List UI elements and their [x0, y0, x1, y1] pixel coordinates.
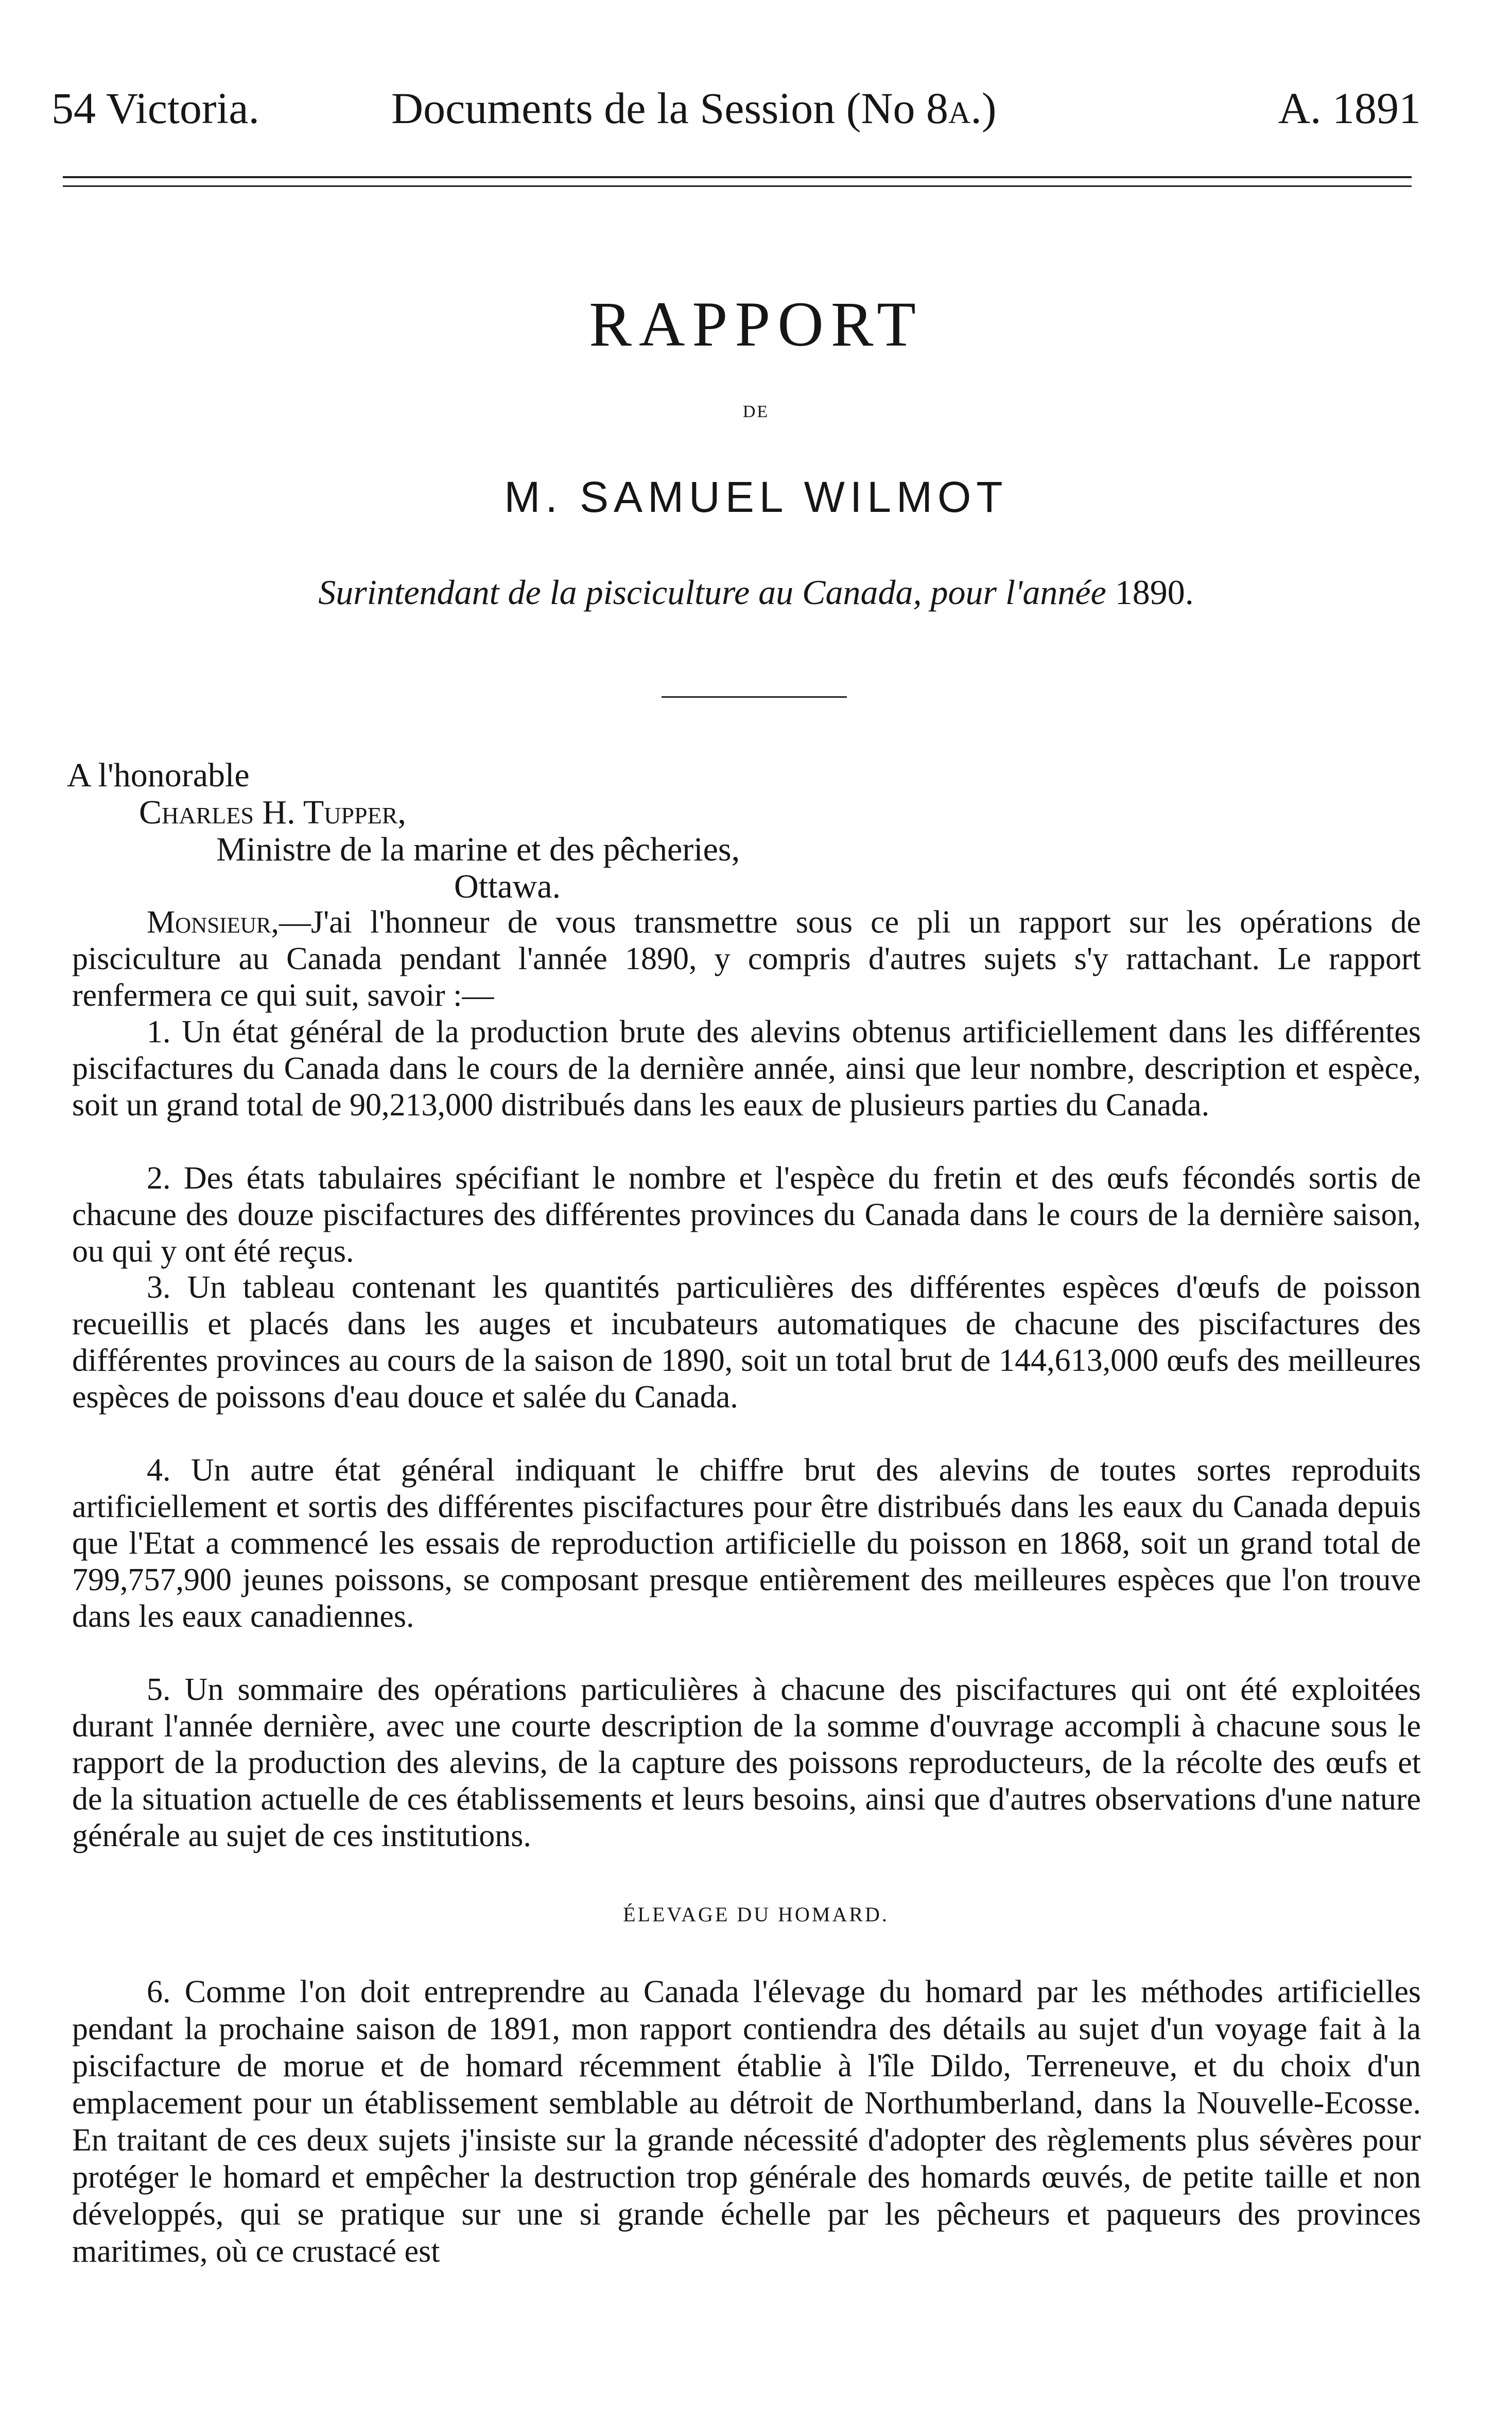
address-recipient: Charles H. Tupper,: [139, 794, 406, 831]
running-header-session-text: Documents de la Session (No 8: [391, 83, 949, 133]
address-title: Ministre de la marine et des pêcheries,: [216, 831, 740, 868]
address-city: Ottawa.: [454, 868, 561, 905]
list-item-1: 1. Un état général de la production brute des alevins obtenus artificiellement dans les différentes piscifactures du Canada dans le cours de la dernière année, ainsi que leur nombre, description et espèce, soit un grand total de 90,213,000 distribués dans les eaux de plusieurs parties du Canada.: [72, 1014, 1421, 1123]
subtitle-year: 1890.: [1115, 573, 1194, 612]
author-name: M. SAMUEL WILMOT: [504, 473, 1008, 521]
address-line-1: A l'honorable: [67, 756, 250, 794]
title-connector: DE: [742, 402, 770, 421]
running-header-volume: 54 Victoria.: [51, 83, 260, 133]
title-divider: [662, 696, 847, 698]
intro-text: —J'ai l'honneur de vous transmettre sous ce pli un rapport sur les opérations de pisciculture au Canada pendant l'année 1890, y compris d'autres sujets s'y rattachant. Le rapport renfermera ce qui suit, savoir :—: [72, 905, 1421, 1013]
header-rule-bottom: [63, 185, 1412, 187]
running-header-session-end: .): [970, 83, 997, 133]
running-header: [51, 77, 1421, 139]
running-header-year: A. 1891: [1278, 83, 1421, 133]
report-title: RAPPORT: [589, 289, 923, 359]
section-heading: ÉLEVAGE DU HOMARD.: [623, 1903, 889, 1926]
list-item-4: 4. Un autre état général indiquant le chiffre brut des alevins de toutes sortes reproduits artificiellement et sortis des différentes piscifactures pour être distribués dans les eaux du Canada depuis que l'Etat a commencé les essais de reproduction artificielle du poisson en 1868, soit un grand total de 799,757,900 jeunes poissons, se composant presque entièrement des meilleures espèces que l'on trouve dans les eaux canadiennes.: [72, 1453, 1421, 1634]
list-item-5: 5. Un sommaire des opérations particulières à chacune des piscifactures qui ont été exploitées durant l'année dernière, avec une courte description de la somme d'ouvrage accompli à chacune sous le rapport de la production des alevins, de la capture des poissons reproducteurs, de la récolte des œufs et de la situation actuelle de ces établissements et leurs besoins, ainsi que d'autres observations d'une nature générale au sujet de ces institutions.: [72, 1672, 1421, 1853]
running-header-session: [391, 77, 997, 139]
running-header-session-suffix: a: [948, 83, 971, 133]
subtitle-text: Surintendant de la pisciculture au Canada, pour l'année: [318, 573, 1106, 612]
header-rule-top: [63, 176, 1412, 178]
salutation: Monsieur,: [147, 905, 279, 940]
list-item-3: 3. Un tableau contenant les quantités particulières des différentes espèces d'œufs de poisson recueillis et placés dans les auges et incubateurs automatiques de chacune des piscifactures des différentes provinces au cours de la saison de 1890, soit un total brut de 144,613,000 œufs des meilleures espèces de poissons d'eau douce et salée du Canada.: [72, 1270, 1421, 1415]
list-item-2: 2. Des états tabulaires spécifiant le nombre et l'espèce du fretin et des œufs fécondés sortis de chacune des douze piscifactures des différentes provinces du Canada dans le cours de la dernière saison, ou qui y ont été reçus.: [72, 1161, 1421, 1269]
author-subtitle: [0, 566, 1512, 618]
intro-paragraph: [72, 904, 1421, 1014]
list-item-6: 6. Comme l'on doit entreprendre au Canada l'élevage du homard par les méthodes artificielles pendant la prochaine saison de 1891, mon rapport contiendra des détails au sujet d'un voyage fait à la piscifacture de morue et de homard récemment établie à l'île Dildo, Terreneuve, et du choix d'un emplacement pour un établissement semblable au détroit de Northumberland, dans la Nouvelle-Ecosse. En traitant de ces deux sujets j'insiste sur la grande nécessité d'adopter des règlements plus sévères pour protéger le homard et empêcher la destruction trop générale des homards œuvés, de petite taille et non développés, qui se pratique sur une si grande échelle par les pêcheurs et paqueurs des provinces maritimes, où ce crustacé est: [72, 1974, 1421, 2269]
